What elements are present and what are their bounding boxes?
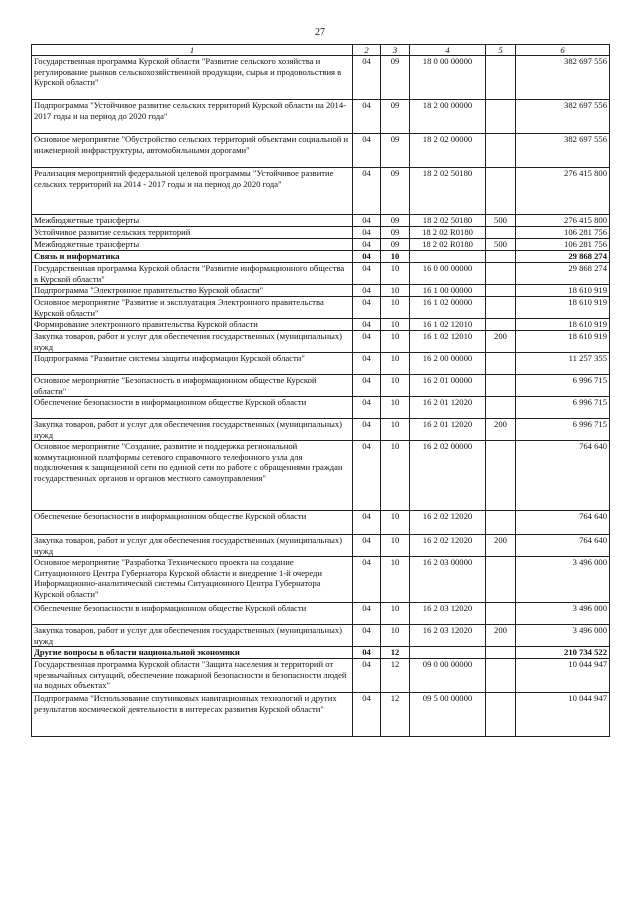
table-row xyxy=(32,441,610,511)
row-expense-type-cell xyxy=(486,511,516,535)
row-subsection-cell: 10 xyxy=(381,251,410,263)
row-subsection-cell: 09 xyxy=(381,168,410,215)
row-section-cell: 04 xyxy=(353,441,381,511)
row-expense-type-cell: 200 xyxy=(486,535,516,557)
row-expense-type-cell xyxy=(486,353,516,375)
row-amount-cell: 210 734 522 xyxy=(516,647,610,659)
row-name-cell: Основное мероприятие "Разработка Технического проекта на создание Ситуационного Центра Губернатора Курской области и внедрение 1-й очереди Информационно-аналитической системы Ситуационного Центра Губернатора Курской области" xyxy=(32,557,353,603)
row-name-cell: Закупка товаров, работ и услуг для обеспечения государственных (муниципальных) нужд xyxy=(32,535,353,557)
page-number: 27 xyxy=(315,27,325,38)
row-amount-cell: 18 610 919 xyxy=(516,331,610,353)
row-section-cell: 04 xyxy=(353,603,381,625)
row-amount-cell: 6 996 715 xyxy=(516,397,610,419)
row-target-article-cell: 16 1 00 00000 xyxy=(410,285,486,297)
row-name-cell: Основное мероприятие "Создание, развитие и поддержка региональной коммутационной платформы сетевого справочного телефонного узла для подключения к защищенной сети по единой сети по работе с обращениями граждан государственных органов и органов местного самоуправления" xyxy=(32,441,353,511)
row-subsection-cell: 10 xyxy=(381,375,410,397)
row-target-article-cell: 16 2 03 12020 xyxy=(410,603,486,625)
row-target-article-cell: 16 2 01 00000 xyxy=(410,375,486,397)
row-amount-cell: 382 697 556 xyxy=(516,134,610,168)
row-target-article-cell: 16 2 01 12020 xyxy=(410,397,486,419)
row-target-article-cell: 09 5 00 00000 xyxy=(410,693,486,737)
row-target-article-cell: 16 2 03 12020 xyxy=(410,625,486,647)
row-target-article-cell: 16 1 02 00000 xyxy=(410,297,486,319)
row-name-cell: Основное мероприятие "Безопасность в информационном обществе Курской области" xyxy=(32,375,353,397)
header-col-6: 6 xyxy=(516,45,610,56)
row-subsection-cell: 10 xyxy=(381,603,410,625)
row-subsection-cell: 12 xyxy=(381,647,410,659)
row-amount-cell: 764 640 xyxy=(516,535,610,557)
row-subsection-cell: 10 xyxy=(381,535,410,557)
row-amount-cell: 106 281 756 xyxy=(516,227,610,239)
row-target-article-cell: 16 2 02 12020 xyxy=(410,535,486,557)
row-amount-cell: 10 044 947 xyxy=(516,693,610,737)
row-name-cell: Формирование электронного правительства Курской области xyxy=(32,319,353,331)
row-subsection-cell: 10 xyxy=(381,397,410,419)
row-expense-type-cell xyxy=(486,693,516,737)
row-name-cell: Обеспечение безопасности в информационном обществе Курской области xyxy=(32,397,353,419)
row-section-cell: 04 xyxy=(353,319,381,331)
row-amount-cell: 3 496 000 xyxy=(516,625,610,647)
row-subsection-cell: 09 xyxy=(381,239,410,251)
row-amount-cell: 29 868 274 xyxy=(516,263,610,285)
row-target-article-cell: 16 2 00 00000 xyxy=(410,353,486,375)
row-section-cell: 04 xyxy=(353,353,381,375)
row-name-cell: Подпрограмма "Использование спутниковых навигационных технологий и других результатов космической деятельности в интересах развития Курской области" xyxy=(32,693,353,737)
row-expense-type-cell: 200 xyxy=(486,331,516,353)
row-expense-type-cell xyxy=(486,227,516,239)
row-name-cell: Обеспечение безопасности в информационном обществе Курской области xyxy=(32,511,353,535)
row-expense-type-cell xyxy=(486,557,516,603)
table-row xyxy=(32,168,610,215)
header-col-2: 2 xyxy=(353,45,381,56)
table-row xyxy=(32,397,610,419)
row-name-cell: Государственная программа Курской области "Защита населения и территорий от чрезвычайных ситуаций, обеспечение пожарной безопасности и безопасности людей на водных объектах" xyxy=(32,659,353,693)
row-amount-cell: 106 281 756 xyxy=(516,239,610,251)
row-subsection-cell: 09 xyxy=(381,100,410,134)
table-row xyxy=(32,263,610,285)
row-subsection-cell: 09 xyxy=(381,227,410,239)
row-name-cell: Закупка товаров, работ и услуг для обеспечения государственных (муниципальных) нужд xyxy=(32,331,353,353)
row-target-article-cell: 18 2 02 50180 xyxy=(410,168,486,215)
row-subsection-cell: 10 xyxy=(381,285,410,297)
budget-table xyxy=(31,44,610,737)
row-section-cell: 04 xyxy=(353,263,381,285)
row-section-cell: 04 xyxy=(353,285,381,297)
row-expense-type-cell xyxy=(486,134,516,168)
table-row xyxy=(32,56,610,100)
table-row xyxy=(32,603,610,625)
row-name-cell: Основное мероприятие "Обустройство сельских территорий объектами социальной и инженерной инфраструктуры, автомобильными дорогами" xyxy=(32,134,353,168)
table-row xyxy=(32,375,610,397)
row-target-article-cell: 09 0 00 00000 xyxy=(410,659,486,693)
row-target-article-cell: 16 1 02 12010 xyxy=(410,331,486,353)
row-amount-cell: 382 697 556 xyxy=(516,100,610,134)
row-name-cell: Реализация мероприятий федеральной целевой программы "Устойчивое развитие сельских территорий на 2014 - 2017 годы и на период до 2020 года" xyxy=(32,168,353,215)
row-subsection-cell: 09 xyxy=(381,56,410,100)
row-section-cell: 04 xyxy=(353,56,381,100)
table-row xyxy=(32,100,610,134)
row-section-cell: 04 xyxy=(353,647,381,659)
row-name-cell: Другие вопросы в области национальной экономики xyxy=(32,647,353,659)
table-row xyxy=(32,353,610,375)
row-expense-type-cell xyxy=(486,319,516,331)
row-amount-cell: 10 044 947 xyxy=(516,659,610,693)
row-expense-type-cell: 500 xyxy=(486,215,516,227)
row-section-cell: 04 xyxy=(353,297,381,319)
row-section-cell: 04 xyxy=(353,511,381,535)
row-expense-type-cell xyxy=(486,647,516,659)
row-expense-type-cell xyxy=(486,603,516,625)
row-expense-type-cell xyxy=(486,251,516,263)
row-amount-cell: 382 697 556 xyxy=(516,56,610,100)
row-section-cell: 04 xyxy=(353,239,381,251)
row-amount-cell: 764 640 xyxy=(516,511,610,535)
row-subsection-cell: 12 xyxy=(381,659,410,693)
row-expense-type-cell xyxy=(486,56,516,100)
row-expense-type-cell: 200 xyxy=(486,419,516,441)
row-amount-cell: 29 868 274 xyxy=(516,251,610,263)
row-expense-type-cell xyxy=(486,375,516,397)
row-subsection-cell: 10 xyxy=(381,419,410,441)
table-row xyxy=(32,239,610,251)
row-expense-type-cell xyxy=(486,397,516,419)
header-row xyxy=(32,45,610,56)
row-target-article-cell: 18 2 02 R0180 xyxy=(410,227,486,239)
row-amount-cell: 764 640 xyxy=(516,441,610,511)
table-row xyxy=(32,331,610,353)
header-col-5: 5 xyxy=(486,45,516,56)
row-target-article-cell xyxy=(410,647,486,659)
row-amount-cell: 18 610 919 xyxy=(516,297,610,319)
row-subsection-cell: 10 xyxy=(381,511,410,535)
row-expense-type-cell xyxy=(486,297,516,319)
row-amount-cell: 11 257 355 xyxy=(516,353,610,375)
row-amount-cell: 276 415 800 xyxy=(516,168,610,215)
row-subsection-cell: 09 xyxy=(381,215,410,227)
row-name-cell: Подпрограмма "Устойчивое развитие сельских территорий Курской области на 2014-2017 годы и на период до 2020 года" xyxy=(32,100,353,134)
row-expense-type-cell xyxy=(486,441,516,511)
table-row xyxy=(32,693,610,737)
row-target-article-cell: 16 1 02 12010 xyxy=(410,319,486,331)
row-target-article-cell: 18 2 00 00000 xyxy=(410,100,486,134)
row-name-cell: Межбюджетные трансферты xyxy=(32,215,353,227)
row-section-cell: 04 xyxy=(353,535,381,557)
row-target-article-cell: 16 2 02 12020 xyxy=(410,511,486,535)
table-row xyxy=(32,419,610,441)
row-name-cell: Основное мероприятие "Развитие и эксплуатация Электронного правительства Курской области" xyxy=(32,297,353,319)
row-name-cell: Закупка товаров, работ и услуг для обеспечения государственных (муниципальных) нужд xyxy=(32,419,353,441)
row-expense-type-cell xyxy=(486,100,516,134)
row-amount-cell: 3 496 000 xyxy=(516,557,610,603)
row-expense-type-cell xyxy=(486,285,516,297)
row-subsection-cell: 10 xyxy=(381,263,410,285)
row-name-cell: Закупка товаров, работ и услуг для обеспечения государственных (муниципальных) нужд xyxy=(32,625,353,647)
row-expense-type-cell: 200 xyxy=(486,625,516,647)
table-row xyxy=(32,625,610,647)
row-subsection-cell: 10 xyxy=(381,557,410,603)
row-subsection-cell: 12 xyxy=(381,693,410,737)
header-col-4: 4 xyxy=(410,45,486,56)
row-target-article-cell: 18 2 02 00000 xyxy=(410,134,486,168)
row-amount-cell: 6 996 715 xyxy=(516,375,610,397)
row-name-cell: Связь и информатика xyxy=(32,251,353,263)
table-row xyxy=(32,227,610,239)
row-section-cell: 04 xyxy=(353,134,381,168)
row-target-article-cell: 16 0 00 00000 xyxy=(410,263,486,285)
table-row xyxy=(32,134,610,168)
row-target-article-cell: 16 2 03 00000 xyxy=(410,557,486,603)
row-subsection-cell: 09 xyxy=(381,134,410,168)
row-subsection-cell: 10 xyxy=(381,297,410,319)
row-target-article-cell: 16 2 01 12020 xyxy=(410,419,486,441)
row-expense-type-cell xyxy=(486,168,516,215)
table-row xyxy=(32,319,610,331)
row-section-cell: 04 xyxy=(353,375,381,397)
row-expense-type-cell xyxy=(486,263,516,285)
row-name-cell: Государственная программа Курской области "Развитие сельского хозяйства и регулирование рынков сельскохозяйственной продукции, сырья и продовольствия в Курской области" xyxy=(32,56,353,100)
table-row xyxy=(32,297,610,319)
row-name-cell: Подпрограмма "Развитие системы защиты информации Курской области" xyxy=(32,353,353,375)
row-section-cell: 04 xyxy=(353,693,381,737)
row-amount-cell: 276 415 800 xyxy=(516,215,610,227)
row-name-cell: Подпрограмма "Электронное правительство Курской области" xyxy=(32,285,353,297)
row-section-cell: 04 xyxy=(353,100,381,134)
table-row xyxy=(32,535,610,557)
row-amount-cell: 18 610 919 xyxy=(516,319,610,331)
table-row xyxy=(32,215,610,227)
header-col-3: 3 xyxy=(381,45,410,56)
row-amount-cell: 18 610 919 xyxy=(516,285,610,297)
row-section-cell: 04 xyxy=(353,251,381,263)
row-section-cell: 04 xyxy=(353,557,381,603)
row-amount-cell: 6 996 715 xyxy=(516,419,610,441)
row-amount-cell: 3 496 000 xyxy=(516,603,610,625)
table-row xyxy=(32,251,610,263)
row-name-cell: Обеспечение безопасности в информационном обществе Курской области xyxy=(32,603,353,625)
row-expense-type-cell: 500 xyxy=(486,239,516,251)
table-row xyxy=(32,511,610,535)
row-target-article-cell: 18 2 02 R0180 xyxy=(410,239,486,251)
row-section-cell: 04 xyxy=(353,659,381,693)
header-col-1: 1 xyxy=(32,45,353,56)
row-section-cell: 04 xyxy=(353,168,381,215)
row-target-article-cell: 18 0 00 00000 xyxy=(410,56,486,100)
row-target-article-cell: 16 2 02 00000 xyxy=(410,441,486,511)
row-target-article-cell xyxy=(410,251,486,263)
row-subsection-cell: 10 xyxy=(381,441,410,511)
table-row xyxy=(32,557,610,603)
row-section-cell: 04 xyxy=(353,419,381,441)
row-target-article-cell: 18 2 02 50180 xyxy=(410,215,486,227)
row-section-cell: 04 xyxy=(353,215,381,227)
row-section-cell: 04 xyxy=(353,331,381,353)
row-name-cell: Государственная программа Курской области "Развитие информационного общества в Курской области" xyxy=(32,263,353,285)
row-section-cell: 04 xyxy=(353,397,381,419)
row-subsection-cell: 10 xyxy=(381,353,410,375)
table-row xyxy=(32,659,610,693)
row-section-cell: 04 xyxy=(353,625,381,647)
row-name-cell: Межбюджетные трансферты xyxy=(32,239,353,251)
row-expense-type-cell xyxy=(486,659,516,693)
row-subsection-cell: 10 xyxy=(381,625,410,647)
row-subsection-cell: 10 xyxy=(381,319,410,331)
table-row xyxy=(32,285,610,297)
table-row xyxy=(32,647,610,659)
row-name-cell: Устойчивое развитие сельских территорий xyxy=(32,227,353,239)
row-subsection-cell: 10 xyxy=(381,331,410,353)
row-section-cell: 04 xyxy=(353,227,381,239)
